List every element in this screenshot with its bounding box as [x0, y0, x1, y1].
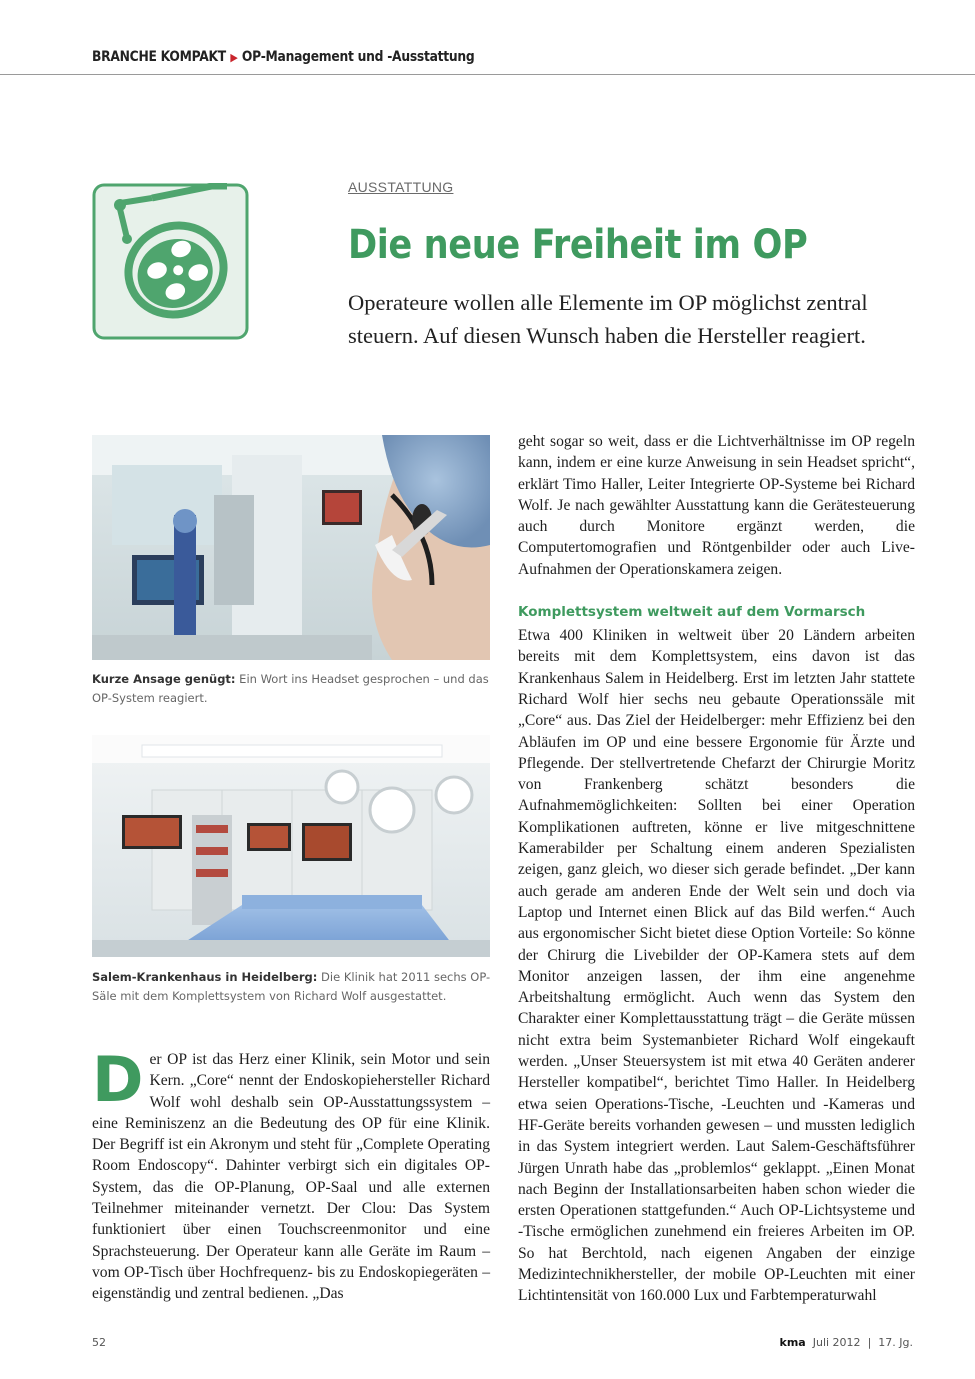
surgical-lamp-icon	[92, 183, 249, 340]
running-header	[0, 0, 975, 75]
photo-surgeon-headset	[92, 435, 490, 660]
body-paragraph-3: Etwa 400 Kliniken in weltweit über 20 Ländern arbeiten bereits mit dem Komplettsystem, eins davon ist das Krankenhaus Salem in Heidelberg. Erst im letzten Jahr stattete Richard Wolf hier sechs neu gebaute Operationssäle mit „Core“ aus. Das Ziel der Heidelberger: mehr Effizienz bei den Abläufen im OP und eine bessere Ergonomie für Ärzte und Pflegende. Der stellvertretende Chefarzt der Chirurgie Moritz von Frankenberg schätzt besonders die Aufnahmemöglichkeiten: Sollten bei einer Operation Komplikationen auftreten, könne er live mitgeschnittene Kamerabilder per Schaltung einem anderen Spezialisten zeigen, ganz gleich, wo dieser sich gerade befindet. „Der kann auch gerade am anderen Ende der Welt sein und doch via Laptop und Internet einen Blick auf das Bild werfen.“ Auch aus ergonomischer Sicht bietet diese Option Vorteile: So könne der Chirurg die Livebilder der OP-Kamera stets auf dem Monitor anzeigen lassen, der ihm eine angenehme Arbeitshaltung ermöglicht. Auch wenn das System den Charakter einer Komplettausstattung trägt – die Geräte müssen nicht extra beim Systemanbieter Richard Wolf eingekauft werden. „Unser Steuersystem ist mit etwa 40 Geräten anderer Hersteller kompatibel“, berichtet Timo Haller. In Heidelberg etwa seien Operations-Tische, -Leuchten und -Kameras und HF-Geräte bereits vorhanden gewesen – und mussten lediglich in das System integriert werden. Laut Salem-Geschäftsführer Jürgen Unrath habe das „problemlos“ geklappt. „Einen Monat nach Beginn der Installationsarbeiten haben schon wieder die ersten Operationen stattgefunden.“ Auch OP-Lichtsysteme und -Tische ermöglichen zunehmend ein freieres Arbeiten im OP. So hat Berchtold, nach eigenen Angaben der einzige Medizintechnikhersteller, der mobile OP-Leuchten mit einer Lichtintensität von 160.000 Lux und Farbtemperaturwahl	[518, 627, 915, 1305]
triangle-right-icon: ▶	[230, 51, 238, 64]
body-paragraph-2: geht sogar so weit, dass er die Lichtverhältnisse im OP regeln kann, indem er eine kurze Anweisung in sein Headset spricht“, erklärt Timo Haller, Leiter Integrierte OP-Systeme bei Richard Wolf. Je nach gewählter Ausstattung kann die Gerätesteuerung auch durch Monitore ergänzt werden, die Computertomografien und Röntgenbilder oder auch Live-Aufnahmen der Operationskamera zeigen.	[518, 433, 915, 578]
photo-operating-room	[92, 735, 490, 957]
topic-label: OP-Management und -Ausstattung	[241, 49, 475, 65]
body-column-1	[92, 1043, 490, 1305]
drop-cap: D	[92, 1043, 144, 1116]
breadcrumb	[92, 49, 474, 65]
article-title: Die neue Freiheit im OP	[348, 222, 808, 268]
magazine-name: kma	[779, 1336, 806, 1349]
photo-caption-1: Kurze Ansage genügt: Ein Wort ins Headset gesprochen – und das OP-System reagiert.	[92, 672, 489, 705]
body-paragraph-1: er OP ist das Herz einer Klinik, sein Motor und sein Kern. „Core“ nennt der Endoskopiehersteller Richard Wolf wohl deshalb sein OP-Ausstattungssystem – eine Reminiszenz an die Bedeutung des OP für eine Klinik. Der Begriff ist ein Akronym und steht für „Complete Operating Room Endoscopy“. Dahinter verbirgt sich ein digitales OP-System, das die OP-Planung, OP-Saal und alle externen Teilnehmer miteinander vernetzt. Der Clou: Das System funktioniert über einen Touchscreenmonitor und eine Sprachsteuerung. Der Operateur kann alle Geräte im Raum – vom OP-Tisch über Hochfrequenz- bis zu Endoskopiegeräten – eigenständig und zentral bedienen. „Das	[92, 1051, 490, 1303]
article-kicker: AUSSTATTUNG	[348, 179, 454, 195]
section-label: BRANCHE KOMPAKT	[92, 49, 226, 65]
footer-separator: |	[867, 1336, 872, 1349]
body-column-2	[518, 431, 915, 1307]
section-subheading: Komplettsystem weltweit auf dem Vormarsch	[518, 604, 866, 621]
photo-caption-2: Salem-Krankenhaus in Heidelberg: Die Klinik hat 2011 sechs OP-Säle mit dem Komplettsystem von Richard Wolf ausgestattet.	[92, 970, 491, 1003]
article-lead: Operateure wollen alle Elemente im OP möglichst zentral steuern. Auf diesen Wunsch haben die Hersteller reagiert.	[348, 290, 868, 348]
issue-date: Juli 2012	[812, 1336, 861, 1349]
issue-info	[780, 1336, 913, 1349]
volume-number: 17. Jg.	[878, 1336, 913, 1349]
page-number: 52	[92, 1336, 106, 1349]
